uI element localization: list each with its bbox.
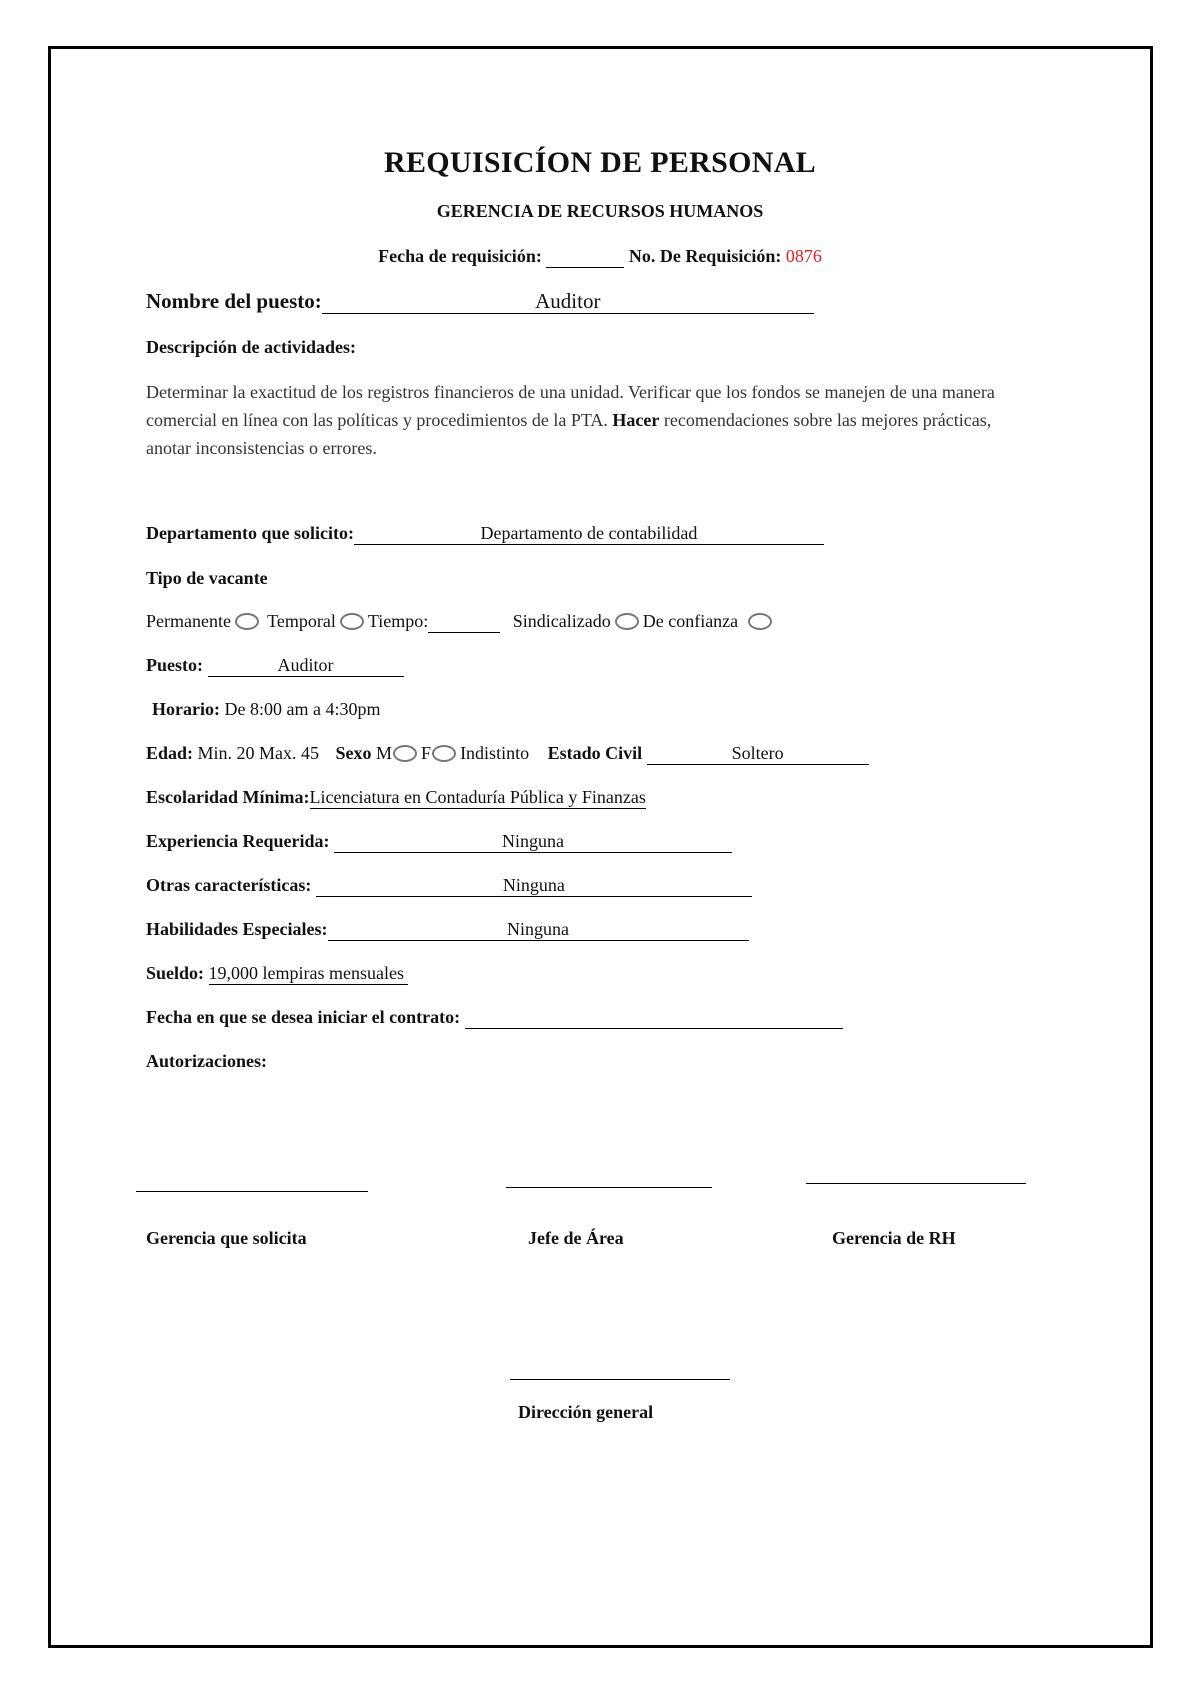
sexo-m-radio[interactable] xyxy=(393,745,417,762)
fecha-requisicion-field[interactable] xyxy=(546,247,624,268)
sindicalizado-radio[interactable] xyxy=(615,613,639,630)
confianza-label: De confianza xyxy=(642,611,739,631)
nombre-puesto-row xyxy=(146,289,814,314)
horario-label: Horario: xyxy=(152,699,220,719)
sueldo-row xyxy=(146,963,408,985)
edad-label: Edad: xyxy=(146,743,194,763)
descripcion-part2: recomendaciones sobre las mejores prácticas, anotar inconsistencias o errores. xyxy=(146,410,992,458)
fecha-requisicion-label: Fecha de requisición: xyxy=(378,246,542,266)
nombre-puesto-label: Nombre del puesto: xyxy=(146,289,322,313)
habilidades-row xyxy=(146,919,749,941)
escolaridad-label: Escolaridad Mínima: xyxy=(146,787,310,807)
descripcion-text xyxy=(146,378,1026,462)
otras-label: Otras características: xyxy=(146,875,312,895)
permanente-label: Permanente xyxy=(146,611,231,631)
sexo-f-radio[interactable] xyxy=(432,745,456,762)
fecha-contrato-label: Fecha en que se desea iniciar el contrato: xyxy=(146,1007,461,1027)
permanente-radio[interactable] xyxy=(235,613,259,630)
sexo-f-label: F xyxy=(421,743,432,763)
escolaridad-field[interactable]: Licenciatura en Contaduría Pública y Finanzas xyxy=(309,787,646,807)
estado-civil-label: Estado Civil xyxy=(547,743,643,763)
no-requisicion-label: No. De Requisición: xyxy=(628,246,782,266)
sueldo-field[interactable]: 19,000 lempiras mensuales xyxy=(209,964,408,985)
descripcion-part1: Determinar la exactitud de los registros financieros de una unidad. Verificar que los fondos se manejen de una manera comercial en línea con las políticas y procedimientos de la PTA. xyxy=(146,382,995,430)
signature-line-gerencia-rh[interactable] xyxy=(806,1183,1026,1184)
no-requisicion-value: 0876 xyxy=(785,246,822,266)
puesto-label: Puesto: xyxy=(146,655,203,675)
tiempo-field[interactable] xyxy=(428,612,500,633)
sexo-indistinto-label: Indistinto xyxy=(460,743,530,763)
form-title: REQUISICÍON DE PERSONAL xyxy=(384,146,816,179)
signature-label-gerencia-solicita: Gerencia que solicita xyxy=(146,1228,307,1248)
puesto-row xyxy=(146,655,404,677)
form-subtitle: GERENCIA DE RECURSOS HUMANOS xyxy=(436,201,764,221)
edad-sexo-row xyxy=(146,743,869,765)
otras-row xyxy=(146,875,752,897)
otras-field[interactable]: Ninguna xyxy=(316,876,752,897)
habilidades-field[interactable]: Ninguna xyxy=(328,920,749,941)
autorizaciones-label: Autorizaciones: xyxy=(146,1051,267,1071)
signature-label-jefe-area: Jefe de Área xyxy=(528,1228,624,1248)
puesto-field[interactable]: Auditor xyxy=(208,656,404,677)
sueldo-label: Sueldo: xyxy=(146,963,205,983)
escolaridad-row xyxy=(146,787,646,809)
nombre-puesto-field[interactable]: Auditor xyxy=(322,290,814,314)
confianza-radio[interactable] xyxy=(748,613,772,630)
descripcion-bold: Hacer xyxy=(612,410,660,430)
signature-label-direccion-general: Dirección general xyxy=(518,1402,654,1422)
temporal-label: Temporal xyxy=(267,611,336,631)
experiencia-field[interactable]: Ninguna xyxy=(334,832,732,853)
sexo-label: Sexo xyxy=(335,743,372,763)
edad-value: Min. 20 Max. 45 xyxy=(197,743,320,763)
signature-line-jefe-area[interactable] xyxy=(506,1187,712,1188)
vacante-options-row xyxy=(146,611,776,633)
experiencia-label: Experiencia Requerida: xyxy=(146,831,330,851)
horario-row xyxy=(152,699,380,720)
sindicalizado-label: Sindicalizado xyxy=(512,611,611,631)
fecha-contrato-field[interactable] xyxy=(465,1008,843,1029)
temporal-radio[interactable] xyxy=(340,613,364,630)
requisition-header-row xyxy=(0,246,1200,268)
habilidades-label: Habilidades Especiales: xyxy=(146,919,328,939)
departamento-field[interactable]: Departamento de contabilidad xyxy=(354,524,824,545)
tiempo-label: Tiempo: xyxy=(367,611,429,631)
departamento-row xyxy=(146,523,824,545)
estado-civil-field[interactable]: Soltero xyxy=(647,744,869,765)
signature-line-gerencia-solicita[interactable] xyxy=(136,1191,368,1192)
signature-label-gerencia-rh: Gerencia de RH xyxy=(832,1228,956,1248)
experiencia-row xyxy=(146,831,732,853)
signature-line-direccion-general[interactable] xyxy=(510,1379,730,1380)
sexo-m-label: M xyxy=(376,743,393,763)
descripcion-label: Descripción de actividades: xyxy=(146,337,356,357)
departamento-label: Departamento que solicito: xyxy=(146,523,354,543)
horario-value: De 8:00 am a 4:30pm xyxy=(224,699,381,719)
tipo-vacante-label: Tipo de vacante xyxy=(146,568,268,588)
fecha-contrato-row xyxy=(146,1007,843,1029)
